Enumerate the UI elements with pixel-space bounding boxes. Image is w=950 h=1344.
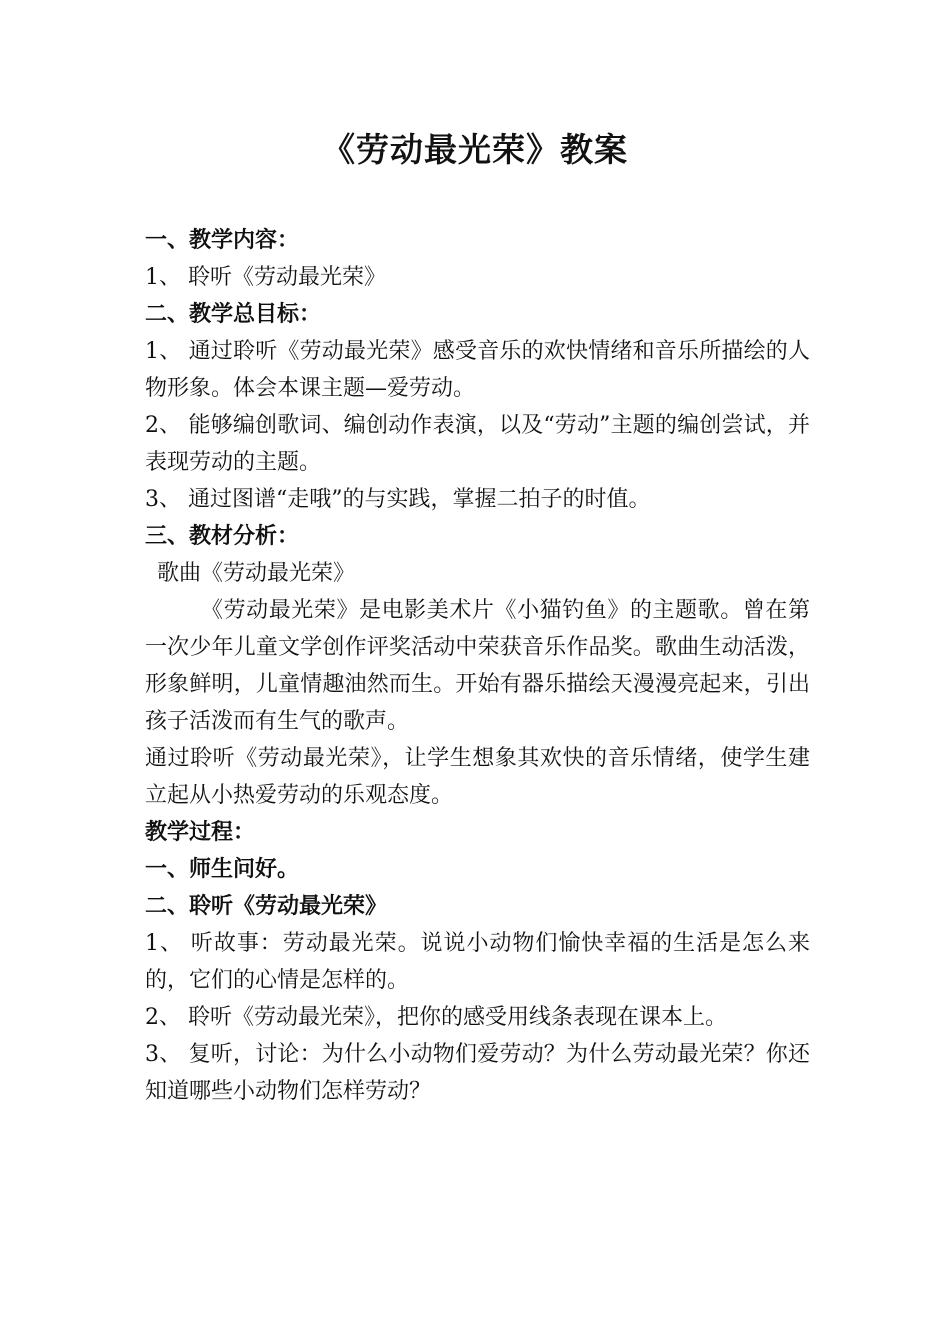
section-heading-teaching-process: 教学过程： — [145, 819, 256, 845]
document-title: 《劳动最光荣》教案 — [322, 130, 628, 169]
content-item-1: 1、 聆听《劳动最光荣》 — [145, 265, 386, 290]
section-heading-teaching-goals: 二、教学总目标： — [145, 301, 322, 327]
process-step-1: 1、 听故事：劳动最光荣。说说小动物们愉快幸福的生活是怎么来的，它们的心情是怎样的。 — [145, 931, 810, 993]
song-title-line: 歌曲《劳动最光荣》 — [157, 561, 356, 586]
analysis-paragraph-2: 通过聆听《劳动最光荣》，让学生想象其欢快的音乐情绪，使学生建立起从小热爱劳动的乐观态度。 — [145, 746, 810, 808]
goal-item-1: 1、 通过聆听《劳动最光荣》感受音乐的欢快情绪和音乐所描绘的人物形象。体会本课主题—爱劳动。 — [145, 339, 810, 401]
section-heading-teaching-content: 一、教学内容： — [145, 227, 300, 253]
section-heading-material-analysis: 三、教材分析： — [145, 523, 300, 549]
process-step-3: 3、 复听，讨论：为什么小动物们爱劳动？为什么劳动最光荣？你还知道哪些小动物们怎样劳动？ — [145, 1042, 810, 1104]
document-body — [145, 222, 810, 1110]
goal-item-2: 2、 能够编创歌词、编创动作表演，以及“劳动”主题的编创尝试，并表现劳动的主题。 — [145, 413, 810, 475]
process-step-2: 2、 聆听《劳动最光荣》，把你的感受用线条表现在课本上。 — [145, 1005, 727, 1030]
analysis-paragraph-1: 《劳动最光荣》是电影美术片《小猫钓鱼》的主题歌。曾在第一次少年儿童文学创作评奖活动中荣获音乐作品奖。歌曲生动活泼，形象鲜明，儿童情趣油然而生。开始有器乐描绘天漫漫亮起来，引出孩子活泼而有生气的歌声。 — [145, 598, 810, 734]
process-heading-greeting: 一、师生问好。 — [145, 856, 300, 882]
goal-item-3: 3、 通过图谱“走哦”的与实践，掌握二拍子的时值。 — [145, 487, 651, 512]
process-heading-listening: 二、聆听《劳动最光荣》 — [145, 893, 388, 919]
